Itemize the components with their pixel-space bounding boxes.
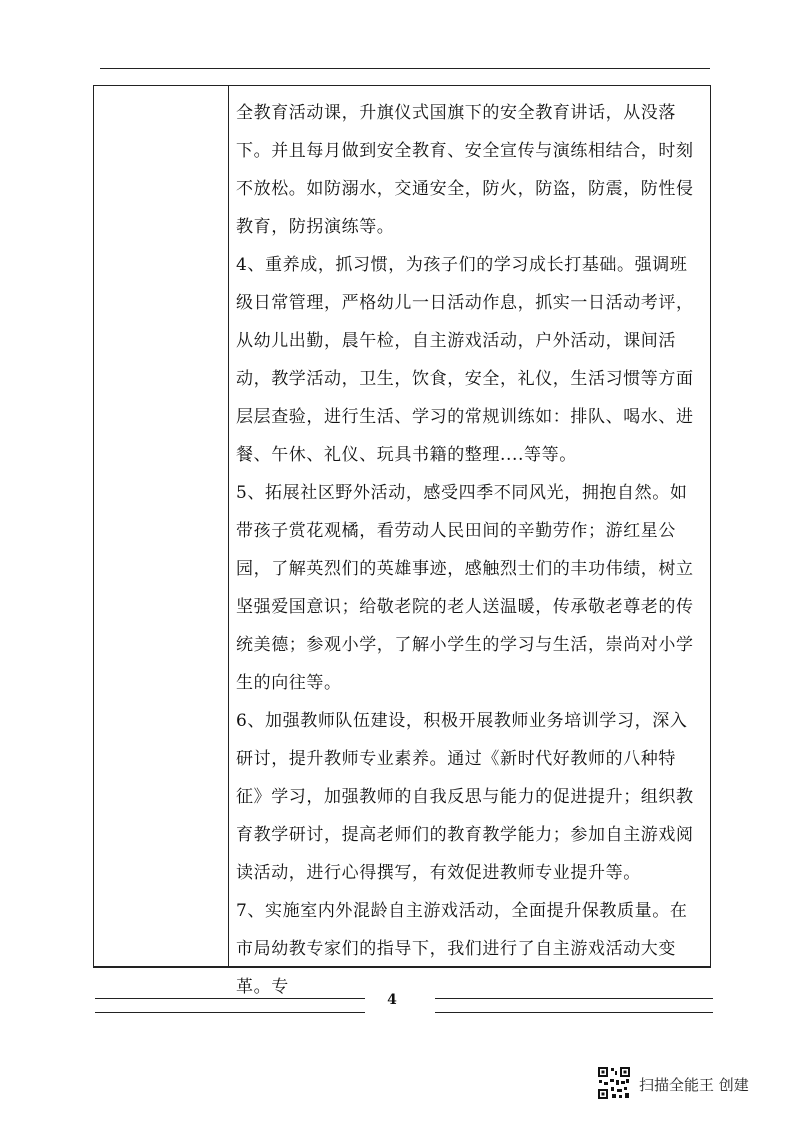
page-number: 4 xyxy=(387,992,397,1008)
paragraph-2: 4、重养成，抓习惯，为孩子们的学习成长打基础。强调班级日常管理，严格幼儿一日活动作息，抓实一日活动考评，从幼儿出勤，晨午检，自主游戏活动，户外活动，课间活动，教学活动，卫生，饮食，安全，礼仪，生活习惯等方面层层查验，进行生活、学习的常规训练如：排队、喝水、进餐、午休、礼仪、玩具书籍的整理....等等。 xyxy=(236,255,694,465)
footer-rule-right-1 xyxy=(435,998,713,999)
qr-code-icon xyxy=(597,1066,631,1100)
header-rule xyxy=(100,68,710,69)
table-column-divider xyxy=(228,86,229,966)
watermark-text: 扫描全能王 创建 xyxy=(639,1076,749,1094)
scanner-watermark xyxy=(597,1066,777,1110)
footer-rule-right-2 xyxy=(435,1012,713,1013)
footer-rule-left-1 xyxy=(95,998,365,999)
paragraph-4: 6、加强教师队伍建设，积极开展教师业务培训学习，深入研讨，提升教师专业素养。通过《新时代好教师的八种特征》学习，加强教师的自我反思与能力的促进提升；组织教育教学研讨，提高老师们的教育教学能力；参加自主游戏阅读活动，进行心得撰写，有效促进教师专业提升等。 xyxy=(236,711,694,883)
paragraph-5: 7、实施室内外混龄自主游戏活动，全面提升保教质量。在市局幼教专家们的指导下，我们进行了自主游戏活动大变革。专 xyxy=(236,901,688,997)
paragraph-3: 5、拓展社区野外活动，感受四季不同风光，拥抱自然。如带孩子赏花观橘，看劳动人民田间的辛勤劳作；游红星公园，了解英烈们的英雄事迹，感触烈士们的丰功伟绩，树立坚强爱国意识；给敬老院的老人送温暖，传承敬老尊老的传统美德；参观小学，了解小学生的学习与生活，崇尚对小学生的向往等。 xyxy=(236,483,694,693)
paragraph-1: 全教育活动课，升旗仪式国旗下的安全教育讲话，从没落下。并且每月做到安全教育、安全宣传与演练相结合，时刻不放松。如防溺水，交通安全，防火，防盗，防震，防性侵教育，防拐演练等。 xyxy=(236,103,694,237)
body-text xyxy=(236,94,701,1006)
content-table xyxy=(93,85,711,997)
footer-rule-left-2 xyxy=(95,1012,365,1013)
